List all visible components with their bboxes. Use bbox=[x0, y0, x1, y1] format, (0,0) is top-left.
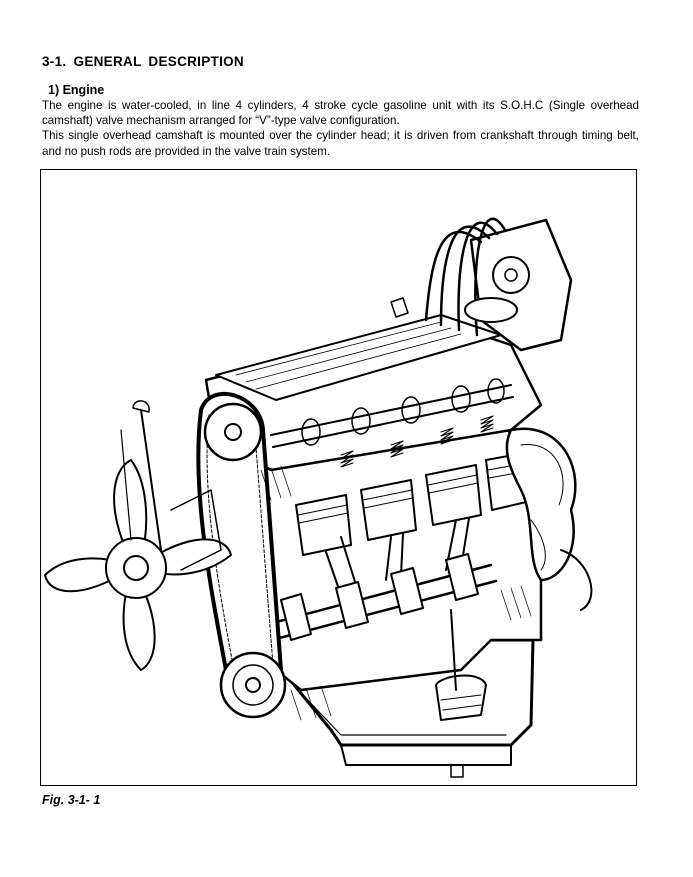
cam-sprocket bbox=[205, 404, 261, 460]
paragraph-2: This single overhead camshaft is mounted over the cylinder head; it is driven from crankshaft through timing belt, and no push rods are provided in the valve train system. bbox=[42, 129, 639, 158]
body-text bbox=[42, 98, 639, 159]
piston-1 bbox=[296, 495, 351, 555]
figure-frame bbox=[40, 169, 637, 786]
figure-caption: Fig. 3-1- 1 bbox=[42, 793, 101, 807]
paragraph-1: The engine is water-cooled, in line 4 cylinders, 4 stroke cycle gasoline unit with its S.O.H.C (Single overhead camshaft) valve mechanism arranged for “V”-type valve configuration. bbox=[42, 99, 639, 128]
piston-2 bbox=[361, 480, 416, 540]
crank-pulley bbox=[221, 653, 285, 717]
section-title: 3-1. GENERAL DESCRIPTION bbox=[42, 54, 244, 69]
oil-filler-cap bbox=[465, 298, 517, 322]
piston-3 bbox=[426, 465, 481, 525]
engine-cutaway-illustration bbox=[41, 170, 635, 784]
subsection-title: 1) Engine bbox=[48, 83, 105, 97]
